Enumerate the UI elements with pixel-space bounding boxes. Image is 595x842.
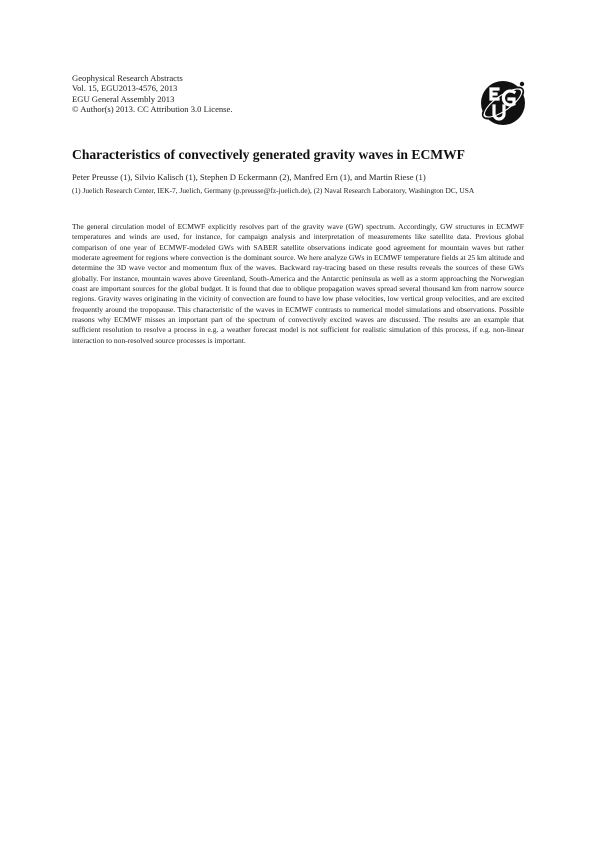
license-notice: © Author(s) 2013. CC Attribution 3.0 License. xyxy=(72,104,233,115)
assembly-name: EGU General Assembly 2013 xyxy=(72,93,175,104)
author-list: Peter Preusse (1), Silvio Kalisch (1), Stephen D Eckermann (2), Manfred Ern (1), and Martin Riese (1) xyxy=(72,172,426,182)
abstract-body: The general circulation model of ECMWF explicitly resolves part of the gravity wave (GW) spectrum. Accordingly, GW structures in ECMWF temperatures and winds are used, for instance, for campaign analysis and interpretation of measurements like satellite data. Previous global comparison of one year of ECMWF-modeled GWs with SABER satellite observations indicate good agreement for mountain waves but rather moderate agreement for regions where convection is the dominant source. We here analyze GWs in ECMWF temperature fields at 25 km altitude and determine the 3D wave vector and momentum flux of the waves. Backward ray-tracing based on these results reveals the sources of these GWs globally. For instance, mountain waves above Greenland, South-America and the Antarctic peninsula as well as a storm approaching the Norwegian coast are important sources for the global budget. It is found that due to oblique propagation waves spread several thousand km from narrow source regions. Gravity waves originating in the vicinity of convection are found to have low phase velocities, low vertical group velocities, and are excited frequently around the tropopause. This characteristic of the waves in ECMWF contrasts to numerical model simulations and observations. Possible reasons why ECMWF misses an important part of the spectrum of convectively excited waves are discussed. The results are an example that sufficient resolution to resolve a process in e.g. a weather forecast model is not sufficient for realistic simulation of this process, if e.g. non-linear interaction to non-resolved source processes is important. xyxy=(72,222,524,345)
volume-info: Vol. 15, EGU2013-4576, 2013 xyxy=(72,83,178,94)
affiliation-list: (1) Juelich Research Center, IEK-7, Juelich, Germany (p.preusse@fz-juelich.de), (2) Naval Research Laboratory, Washington DC, USA xyxy=(72,186,475,195)
paper-title: Characteristics of convectively generated gravity waves in ECMWF xyxy=(72,147,465,162)
egu-globe-logo-icon xyxy=(478,77,528,127)
publication-header xyxy=(72,73,392,115)
journal-name: Geophysical Research Abstracts xyxy=(72,73,183,83)
